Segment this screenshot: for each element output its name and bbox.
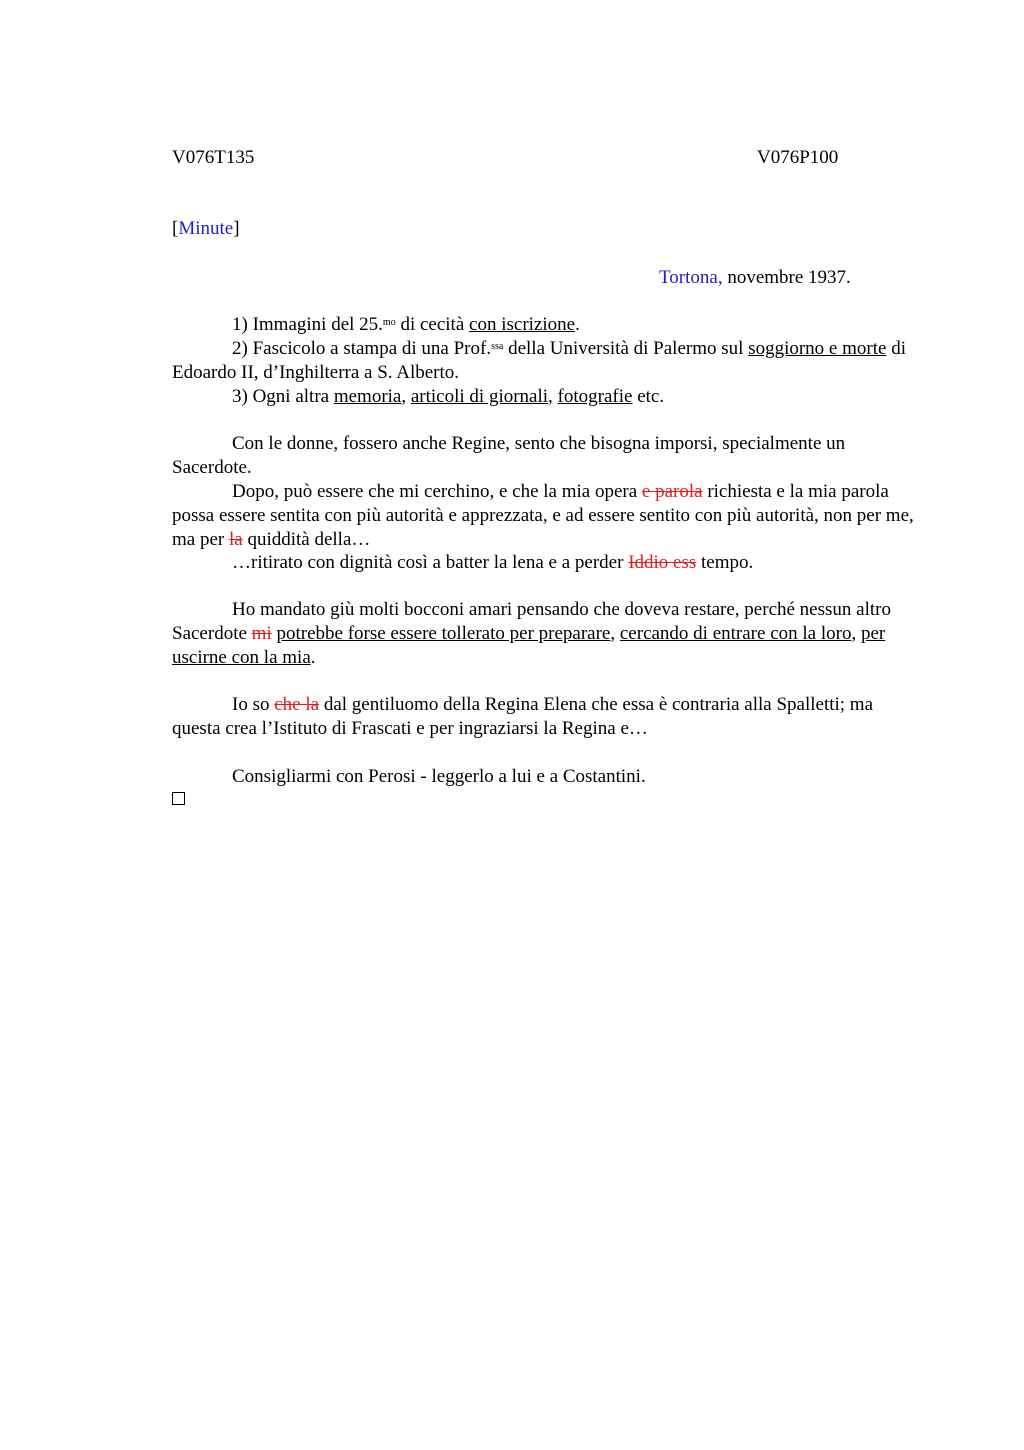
header-right-code: V076P100 <box>757 147 839 168</box>
dateline <box>659 267 851 289</box>
paragraph-dopo: Dopo, può essere che mi cerchino, e che la mia opera e parola richiesta e la mia parola possa essere sentita con più autorità e apprezzata, e ad essere sentito con più autorità, non per me, ma per la quiddità della… <box>172 481 914 550</box>
header-left-code: V076T135 <box>172 147 255 168</box>
deleted-text: che la <box>274 694 320 715</box>
list-item-3: 3) Ogni altra memoria, articoli di giornali, fotografie etc. <box>232 386 665 407</box>
paragraph-regina-elena: Io so che la dal gentiluomo della Regina Elena che essa è contraria alla Spalletti; ma questa crea l’Istituto di Frascati e per ingraziarsi la Regina e… <box>172 694 874 739</box>
dateline-place: Tortona, <box>659 267 723 288</box>
minute-title: [Minute] <box>172 218 240 239</box>
minute-label: Minute <box>178 218 234 239</box>
deleted-text: la <box>228 529 243 550</box>
list-item-1: 1) Immagini del 25.$^{mo}$ di cecità con iscrizione. <box>232 314 580 335</box>
paragraph-bocconi: Ho mandato giù molti bocconi amari pensando che doveva restare, perché nessun altro Sacerdote mi potrebbe forse essere tollerato per preparare, cercando di entrare con la loro, per uscirne con la mia. <box>172 599 891 668</box>
checkbox-square-icon <box>172 792 185 805</box>
dateline-date: novembre 1937. <box>722 267 851 288</box>
list-item-2: 2) Fascicolo a stampa di una Prof.$^{ssa}$ della Università di Palermo sul soggiorno e morte di Edoardo II, d’Inghilterra a S. Alberto. <box>172 338 906 383</box>
paragraph-regine: Con le donne, fossero anche Regine, sento che bisogna imporsi, specialmente un Sacerdote. <box>172 433 846 478</box>
paragraph-perosi: Consigliarmi con Perosi - leggerlo a lui e a Costantini. <box>232 766 646 787</box>
deleted-text: mi <box>251 623 272 644</box>
deleted-text: Iddio ess <box>628 552 697 573</box>
deleted-text: e parola <box>641 481 703 502</box>
paragraph-ritirato: …ritirato con dignità così a batter la lena e a perder Iddio ess tempo. <box>232 552 754 573</box>
